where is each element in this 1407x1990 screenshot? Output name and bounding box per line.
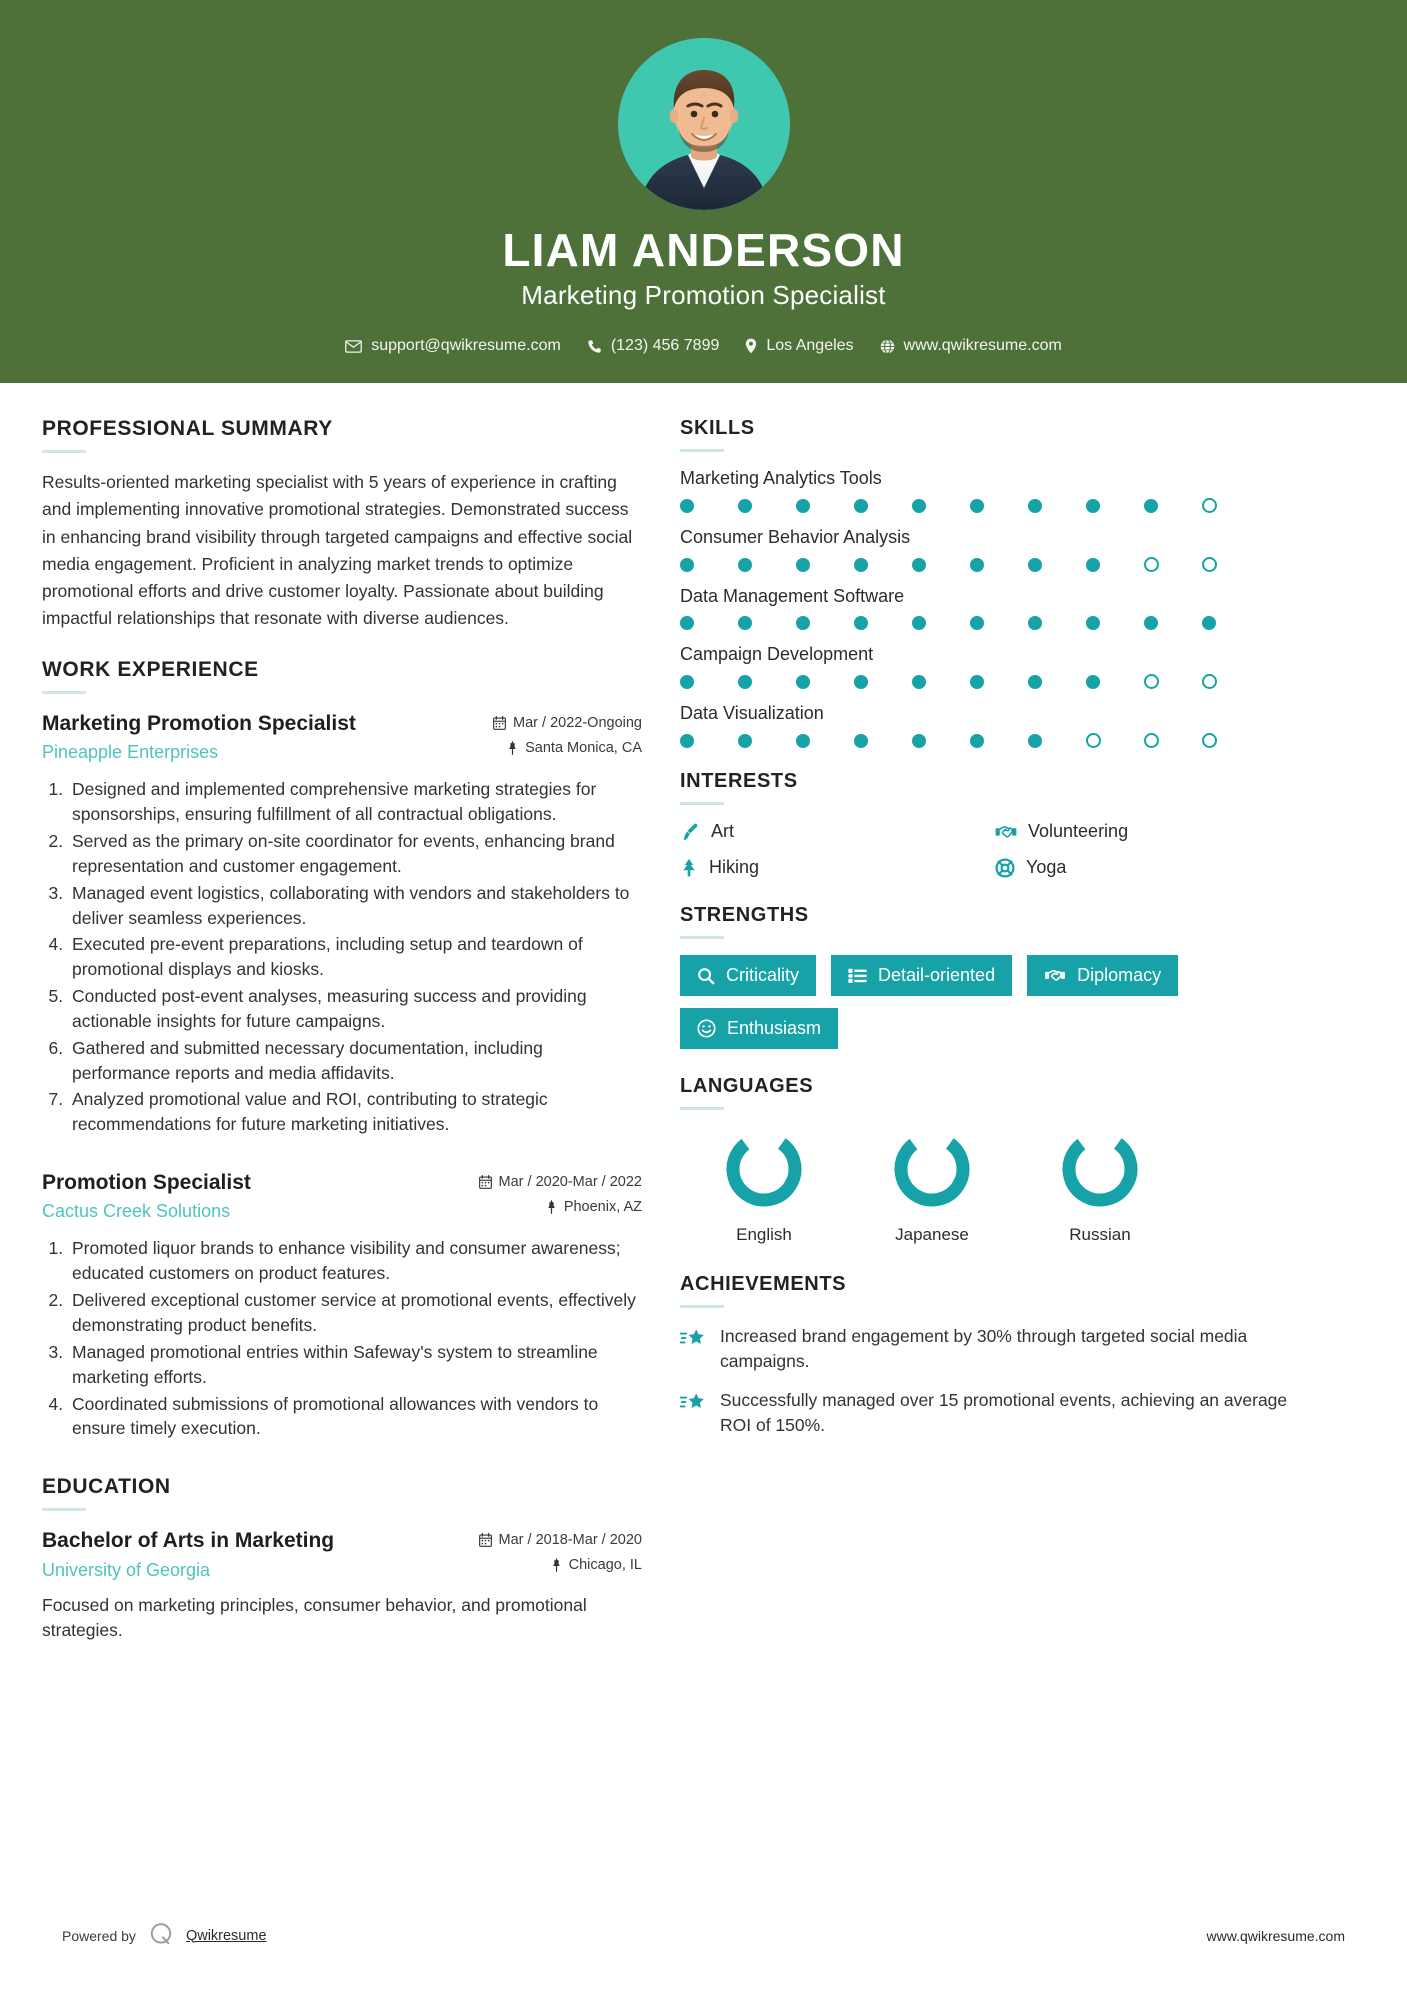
experience-bullet: 7. Analyzed promotional value and ROI, contributing to strategic recommendations for future marketing initiatives. [68,1087,642,1137]
experience-bullets [42,777,642,1137]
resume-header [0,0,1407,383]
skill-item [680,527,1300,572]
skill-dot-filled [680,616,694,630]
right-column [680,417,1300,1451]
strength-label: Detail-oriented [878,965,996,986]
education-school: University of Georgia [42,1559,211,1580]
map-pin-icon [551,1558,562,1572]
page-footer [0,1921,1407,1950]
contact-phone-text: (123) 456 7899 [610,337,720,355]
skill-dot-filled [738,499,752,513]
skill-dot-empty [1144,674,1159,689]
skill-item [680,644,1300,689]
skill-dot-filled [680,558,694,572]
section-rule [680,449,724,452]
skill-dot-filled [1028,499,1042,513]
strength-label: Enthusiasm [727,1018,822,1039]
skill-rating [680,498,1300,513]
globe-icon [880,339,895,354]
experience-location [479,1199,642,1215]
skill-dot-filled [854,558,868,572]
skill-dot-filled [796,499,810,513]
skill-dot-filled [912,675,926,689]
strength-chip-criticality [680,955,816,996]
summary-text: Results-oriented marketing specialist with 5 years of experience in crafting and implementing innovative promotional strategies. Demonstrated success in enhancing brand visibility through targeted campaigns and effective social media engagement. Proficient in analyzing market trends to optimize promotional efforts and drive customer loyalty. Passionate about building impactful relationships that resonate with diverse audiences. [42,472,633,628]
skill-dot-filled [912,734,926,748]
language-progress-ring [889,1126,975,1212]
skill-item [680,586,1300,630]
skill-dot-filled [970,616,984,630]
profile-photo-illustration [618,38,790,210]
section-heading: SKILLS [680,417,755,440]
qwikresume-link[interactable]: Qwikresume [185,1927,267,1944]
skill-dot-filled [680,675,694,689]
language-label: Japanese [895,1225,969,1245]
section-heading: STRENGTHS [680,904,809,927]
interest-item [995,821,1300,842]
section-strengths [680,904,1300,1049]
section-achievements [680,1273,1300,1437]
language-label: Russian [1069,1225,1131,1245]
experience-bullet: 2. Delivered exceptional customer service at promotional events, effectively demonstrating product benefits. [68,1288,642,1338]
experience-date [479,1174,642,1190]
experience-company: Pineapple Enterprises [42,742,219,763]
section-rule [680,1305,724,1308]
skill-dot-filled [738,616,752,630]
experience-bullet: 1. Promoted liquor brands to enhance visibility and consumer awareness; educated customers on product features. [68,1236,642,1286]
interest-label: Volunteering [1028,821,1129,842]
language-item [848,1126,1016,1245]
skill-dot-filled [970,499,984,513]
skill-dot-filled [1086,675,1100,689]
language-item [680,1126,848,1245]
footer-url[interactable]: www.qwikresume.com [1206,1927,1345,1944]
section-heading: PROFESSIONAL SUMMARY [42,417,333,441]
skill-dot-empty [1086,733,1101,748]
skill-dot-filled [796,558,810,572]
education-description: Focused on marketing principles, consumer behavior, and promotional strategies. [42,1594,587,1640]
section-education [42,1475,642,1643]
section-rule [42,691,86,694]
section-skills [680,417,1300,748]
experience-location-text: Phoenix, AZ [563,1199,642,1216]
experience-location-text: Santa Monica, CA [525,740,642,757]
experience-company: Cactus Creek Solutions [42,1201,231,1222]
achievement-item [680,1388,1300,1438]
skill-dot-filled [1086,499,1100,513]
strength-label: Diplomacy [1077,965,1162,986]
skill-dot-filled [912,499,926,513]
skill-item [680,703,1300,748]
powered-by-label: Powered by [62,1927,136,1944]
language-progress-ring [721,1126,807,1212]
section-rule [680,936,724,939]
experience-bullets [42,1236,642,1441]
section-heading: WORK EXPERIENCE [42,658,259,682]
skill-dot-filled [1144,499,1158,513]
skill-dot-filled [854,616,868,630]
skill-dot-filled [970,558,984,572]
shooting-star-icon [680,1388,706,1418]
paintbrush-icon [680,822,700,842]
education-date [479,1532,642,1548]
section-rule [42,450,86,453]
experience-entry [42,1169,642,1441]
skill-label: Data Visualization [680,703,824,724]
interest-label: Art [711,821,735,842]
lifebuoy-icon [995,858,1015,878]
skill-dot-empty [1144,733,1159,748]
skill-dot-filled [680,499,694,513]
skill-dot-filled [796,675,810,689]
skill-rating [680,733,1300,748]
qwikresume-logo-icon [148,1921,174,1950]
skill-dot-filled [738,675,752,689]
skill-rating [680,557,1300,572]
skill-rating [680,674,1300,689]
calendar-icon [479,1533,492,1547]
contact-row [0,337,1407,355]
skill-dot-filled [680,734,694,748]
skill-item [680,468,1300,513]
experience-bullet: 6. Gathered and submitted necessary documentation, including performance reports and media affidavits. [68,1036,642,1086]
skill-dot-empty [1202,733,1217,748]
calendar-icon [493,716,506,730]
section-interests [680,770,1300,878]
handshake-icon [995,822,1017,842]
section-rule [680,802,724,805]
handshake-icon [1044,966,1066,985]
interest-label: Hiking [709,857,760,878]
skill-label: Data Management Software [680,586,905,607]
experience-bullet: 2. Served as the primary on-site coordinator for events, enhancing brand representation and customer engagement. [68,829,642,879]
envelope-icon [345,340,362,353]
experience-bullet: 4. Coordinated submissions of promotional allowances with vendors to ensure timely execution. [68,1392,642,1442]
education-degree: Bachelor of Arts in Marketing [42,1529,335,1553]
skill-dot-filled [1086,558,1100,572]
experience-bullet: 5. Conducted post-event analyses, measuring success and providing actionable insights for future campaigns. [68,984,642,1034]
language-item [1016,1126,1184,1245]
achievement-item [680,1324,1300,1374]
skill-dot-filled [796,734,810,748]
language-label: English [736,1225,792,1245]
strength-chip-detail-oriented [831,955,1012,996]
resume-body [0,383,1407,1651]
skill-dot-filled [1028,616,1042,630]
contact-phone[interactable] [579,337,728,355]
experience-bullet: 4. Executed pre-event preparations, including setup and teardown of promotional displays and kiosks. [68,932,642,982]
contact-email-text: support@qwikresume.com [371,337,561,355]
experience-role: Promotion Specialist [42,1171,251,1195]
education-entry [42,1527,642,1643]
contact-location-text: Los Angeles [766,337,854,355]
list-icon [848,968,867,984]
skill-label: Campaign Development [680,644,874,665]
experience-role: Marketing Promotion Specialist [42,712,356,736]
skill-dot-filled [796,616,810,630]
achievement-text: Increased brand engagement by 30% through targeted social media campaigns. [720,1326,1248,1372]
skill-dot-filled [738,734,752,748]
skill-dot-filled [1028,558,1042,572]
education-location [479,1557,642,1573]
skill-dot-filled [738,558,752,572]
experience-date-text: Mar / 2020-Mar / 2022 [498,1174,642,1191]
strength-chip-diplomacy [1027,955,1178,996]
skill-dot-filled [912,558,926,572]
shooting-star-icon [680,1324,706,1354]
strength-label: Criticality [726,965,800,986]
skill-dot-filled [1202,616,1216,630]
education-date-text: Mar / 2018-Mar / 2020 [498,1532,642,1549]
section-work-experience [42,658,642,1441]
search-icon [697,967,715,985]
experience-bullet: 1. Designed and implemented comprehensive marketing strategies for sponsorships, ensuring fulfillment of all contractual obligations. [68,777,642,827]
location-pin-icon [745,338,757,354]
experience-location [493,740,642,756]
phone-icon [587,339,602,354]
map-pin-icon [546,1200,557,1214]
section-rule [42,1508,86,1511]
skill-dot-filled [912,616,926,630]
skill-label: Marketing Analytics Tools [680,468,882,489]
skill-dot-filled [1028,675,1042,689]
skill-dot-filled [854,675,868,689]
calendar-icon [479,1175,492,1189]
strength-chip-enthusiasm [680,1008,838,1049]
section-heading: INTERESTS [680,770,798,793]
language-progress-ring [1057,1126,1143,1212]
experience-entry [42,710,642,1137]
section-heading: ACHIEVEMENTS [680,1273,847,1296]
tree-icon [680,858,698,878]
skill-dot-filled [854,499,868,513]
education-location-text: Chicago, IL [568,1557,642,1574]
skill-dot-empty [1144,557,1159,572]
section-heading: LANGUAGES [680,1075,814,1098]
skill-rating [680,616,1300,630]
skill-label: Consumer Behavior Analysis [680,527,911,548]
contact-website[interactable] [872,337,1070,355]
smiley-icon [697,1019,716,1038]
skill-dot-filled [970,734,984,748]
contact-website-text: www.qwikresume.com [903,337,1062,355]
interest-item [680,857,985,878]
page-title: LIAM ANDERSON [502,224,905,276]
section-professional-summary [42,417,642,632]
skill-dot-filled [970,675,984,689]
achievement-text: Successfully managed over 15 promotional events, achieving an average ROI of 150%. [720,1389,1288,1435]
interest-label: Yoga [1026,857,1067,878]
skill-dot-empty [1202,674,1217,689]
contact-location [737,337,861,355]
section-rule [680,1107,724,1110]
interest-item [680,821,985,842]
avatar [618,38,790,210]
skill-dot-empty [1202,498,1217,513]
skill-dot-empty [1202,557,1217,572]
experience-bullet: 3. Managed event logistics, collaborating with vendors and stakeholders to deliver seamless experiences. [68,881,642,931]
skill-dot-filled [854,734,868,748]
interest-item [995,857,1300,878]
header-subtitle: Marketing Promotion Specialist [521,280,886,311]
skill-dot-filled [1086,616,1100,630]
contact-email[interactable] [337,337,569,355]
left-column [42,417,642,1651]
section-languages [680,1075,1300,1245]
skill-dot-filled [1028,734,1042,748]
map-pin-icon [507,741,518,755]
experience-date [493,715,642,731]
experience-bullet: 3. Managed promotional entries within Safeway's system to streamline marketing efforts. [68,1340,642,1390]
section-heading: EDUCATION [42,1475,171,1499]
experience-date-text: Mar / 2022-Ongoing [513,715,642,732]
skill-dot-filled [1144,616,1158,630]
